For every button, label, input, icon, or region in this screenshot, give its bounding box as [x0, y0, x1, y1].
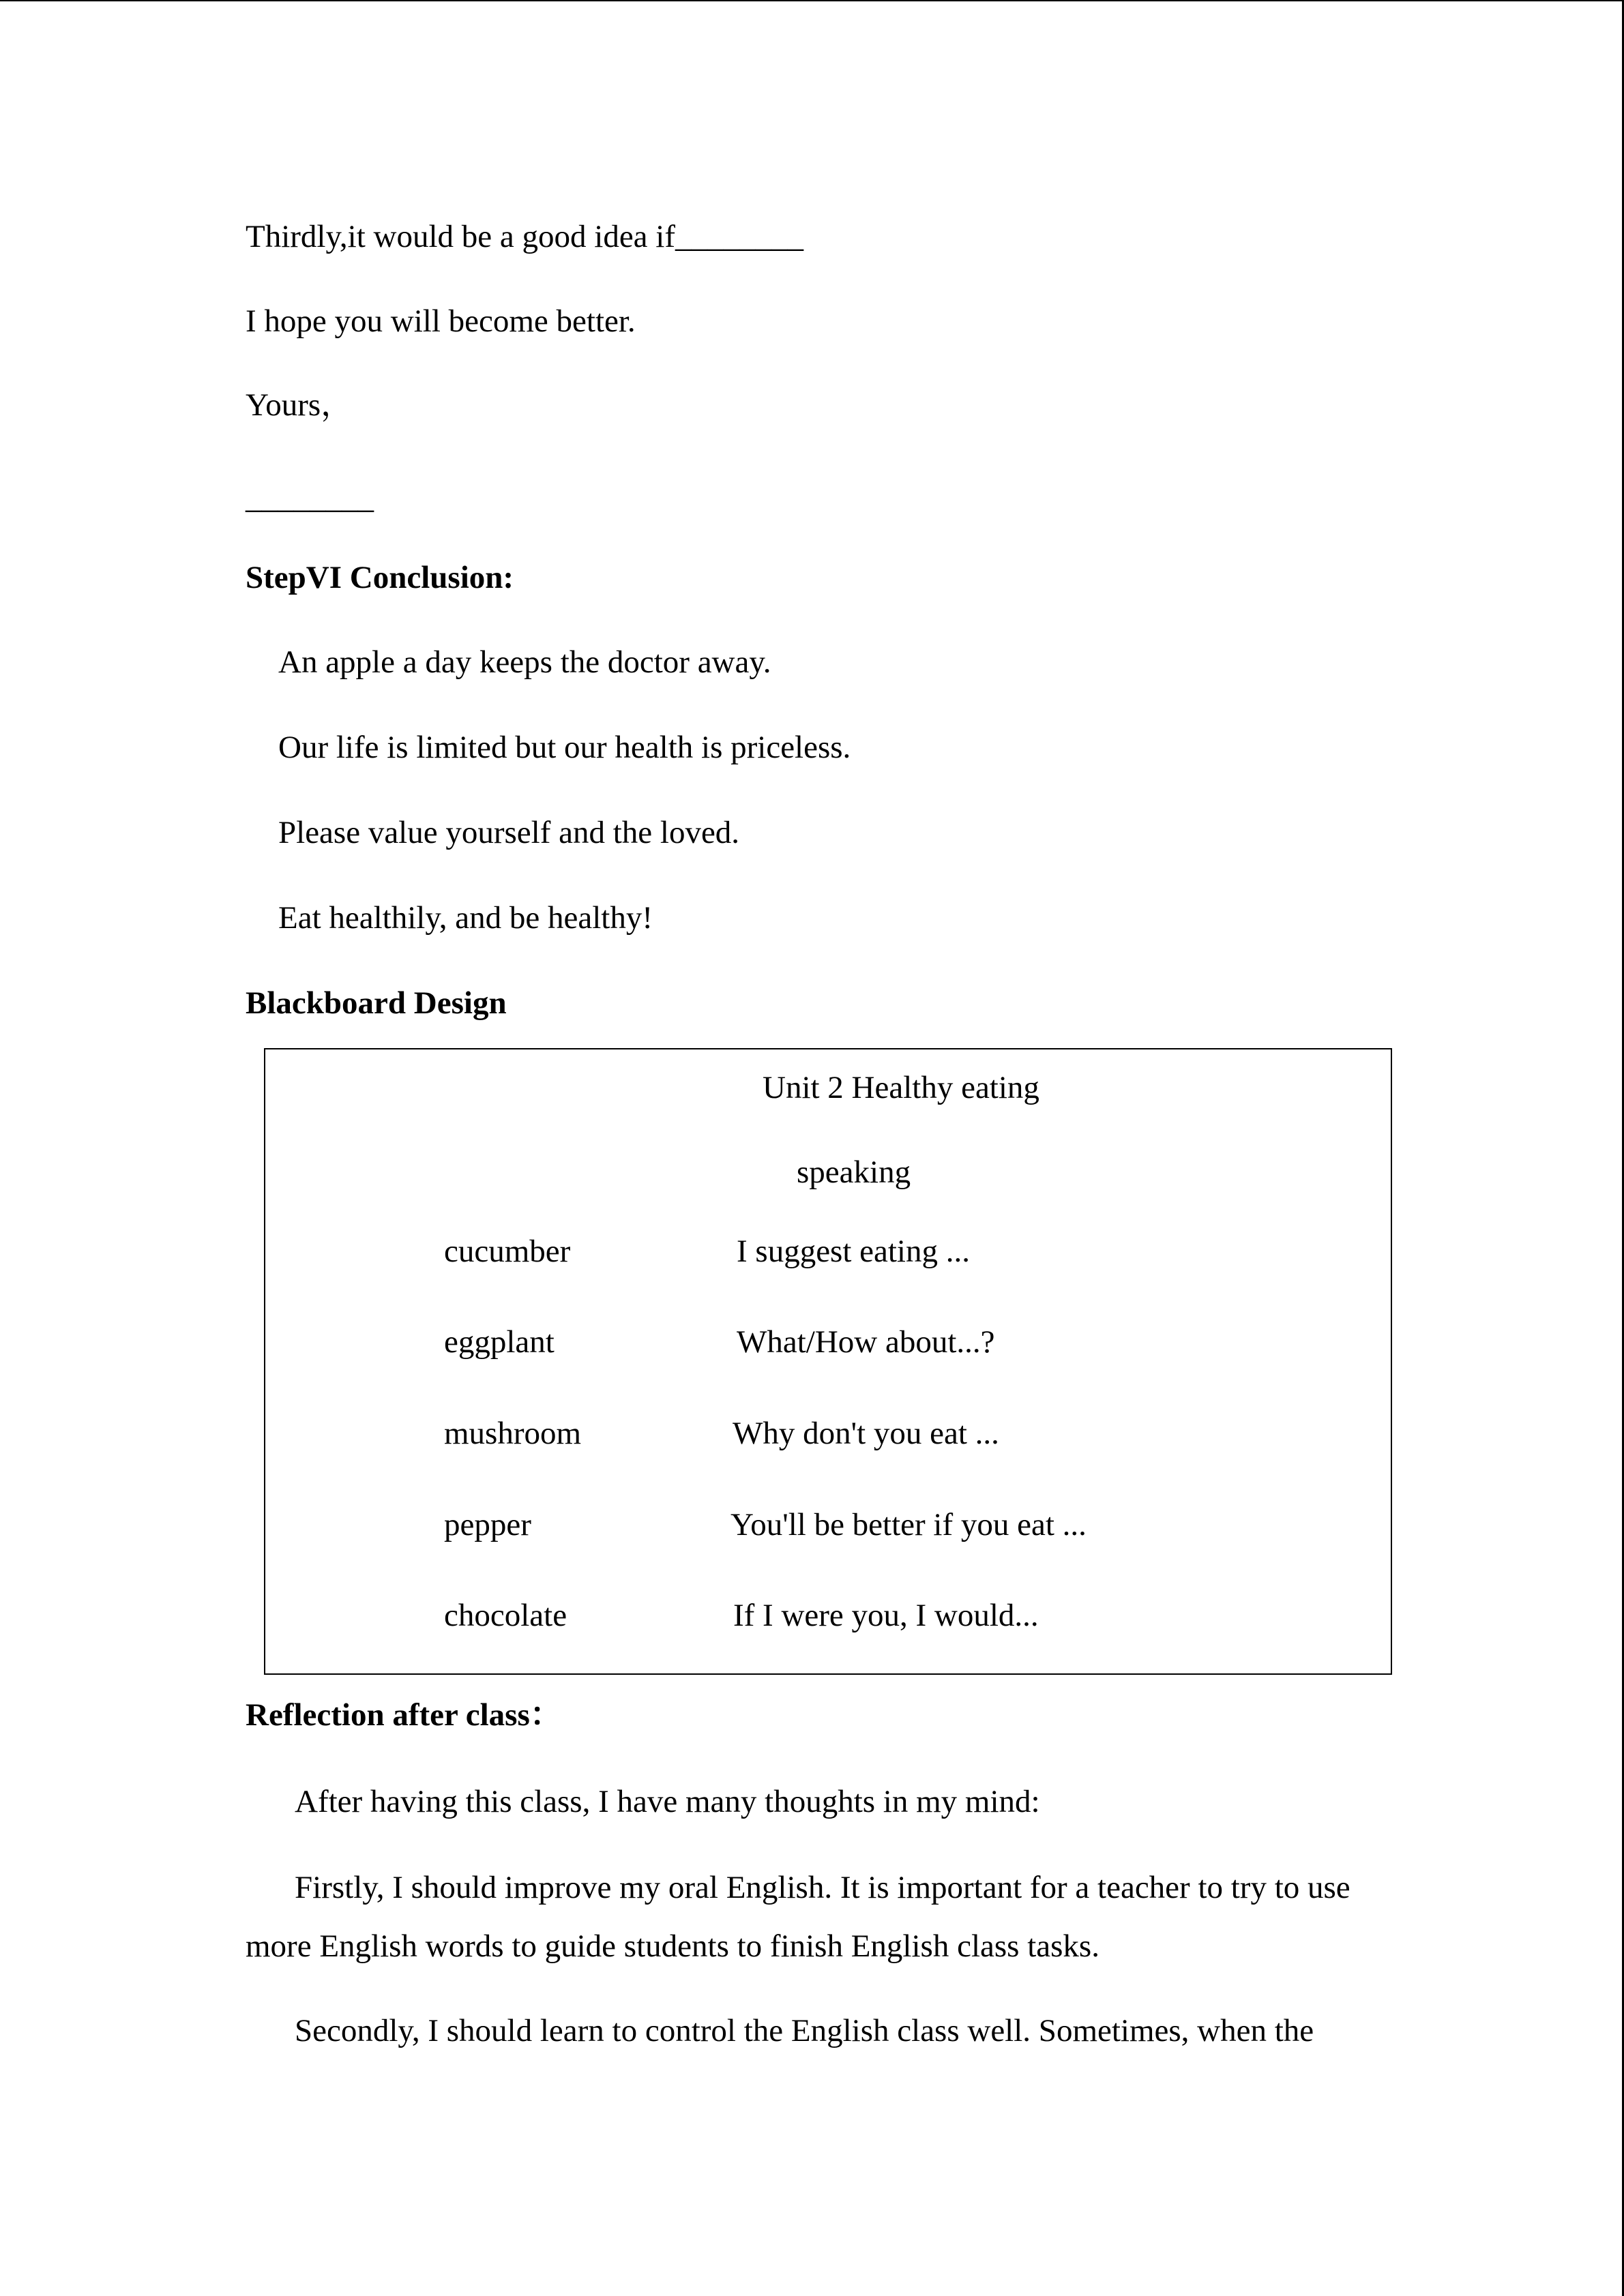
letter-hope-line: I hope you will become better. [246, 303, 636, 339]
blackboard-word: cucumber [444, 1234, 571, 1269]
blackboard-word: chocolate [444, 1598, 567, 1633]
conclusion-line: Eat healthily, and be healthy! [278, 900, 653, 936]
conclusion-line: An apple a day keeps the doctor away. [278, 644, 771, 680]
reflection-paragraph-1: After having this class, I have many thoughts in my mind: [295, 1784, 1040, 1819]
blackboard-heading: Blackboard Design [246, 985, 507, 1021]
reflection-paragraph-3: Secondly, I should learn to control the English class well. Sometimes, when the [295, 2013, 1314, 2048]
blackboard-phrase: Why don't you eat ... [733, 1416, 999, 1451]
letter-thirdly-line: Thirdly,it would be a good idea if________ [246, 219, 804, 254]
blackboard-box [264, 1048, 1392, 1675]
blackboard-word: eggplant [444, 1324, 555, 1360]
conclusion-line: Our life is limited but our health is priceless. [278, 730, 851, 765]
page-top-border [0, 0, 1624, 1]
blackboard-phrase: You'll be better if you eat ... [730, 1507, 1087, 1542]
blackboard-phrase: If I were you, I would... [733, 1598, 1039, 1633]
blackboard-subtitle: speaking [797, 1154, 911, 1190]
conclusion-line: Please value yourself and the loved. [278, 815, 740, 850]
reflection-paragraph-2-line-2: more English words to guide students to finish English class tasks. [246, 1928, 1099, 1964]
reflection-heading: Reflection after class： [246, 1697, 562, 1733]
blackboard-title: Unit 2 Healthy eating [763, 1070, 1039, 1105]
blackboard-phrase: I suggest eating ... [737, 1234, 970, 1269]
reflection-paragraph-2-line-1: Firstly, I should improve my oral English. It is important for a teacher to try to use [295, 1870, 1350, 1905]
conclusion-heading: StepVI Conclusion: [246, 560, 514, 595]
blackboard-word: mushroom [444, 1416, 582, 1451]
letter-signature-blank: ________ [246, 480, 374, 516]
blackboard-word: pepper [444, 1507, 531, 1542]
letter-closing: Yours， [246, 387, 353, 423]
blackboard-phrase: What/How about...? [737, 1324, 995, 1360]
